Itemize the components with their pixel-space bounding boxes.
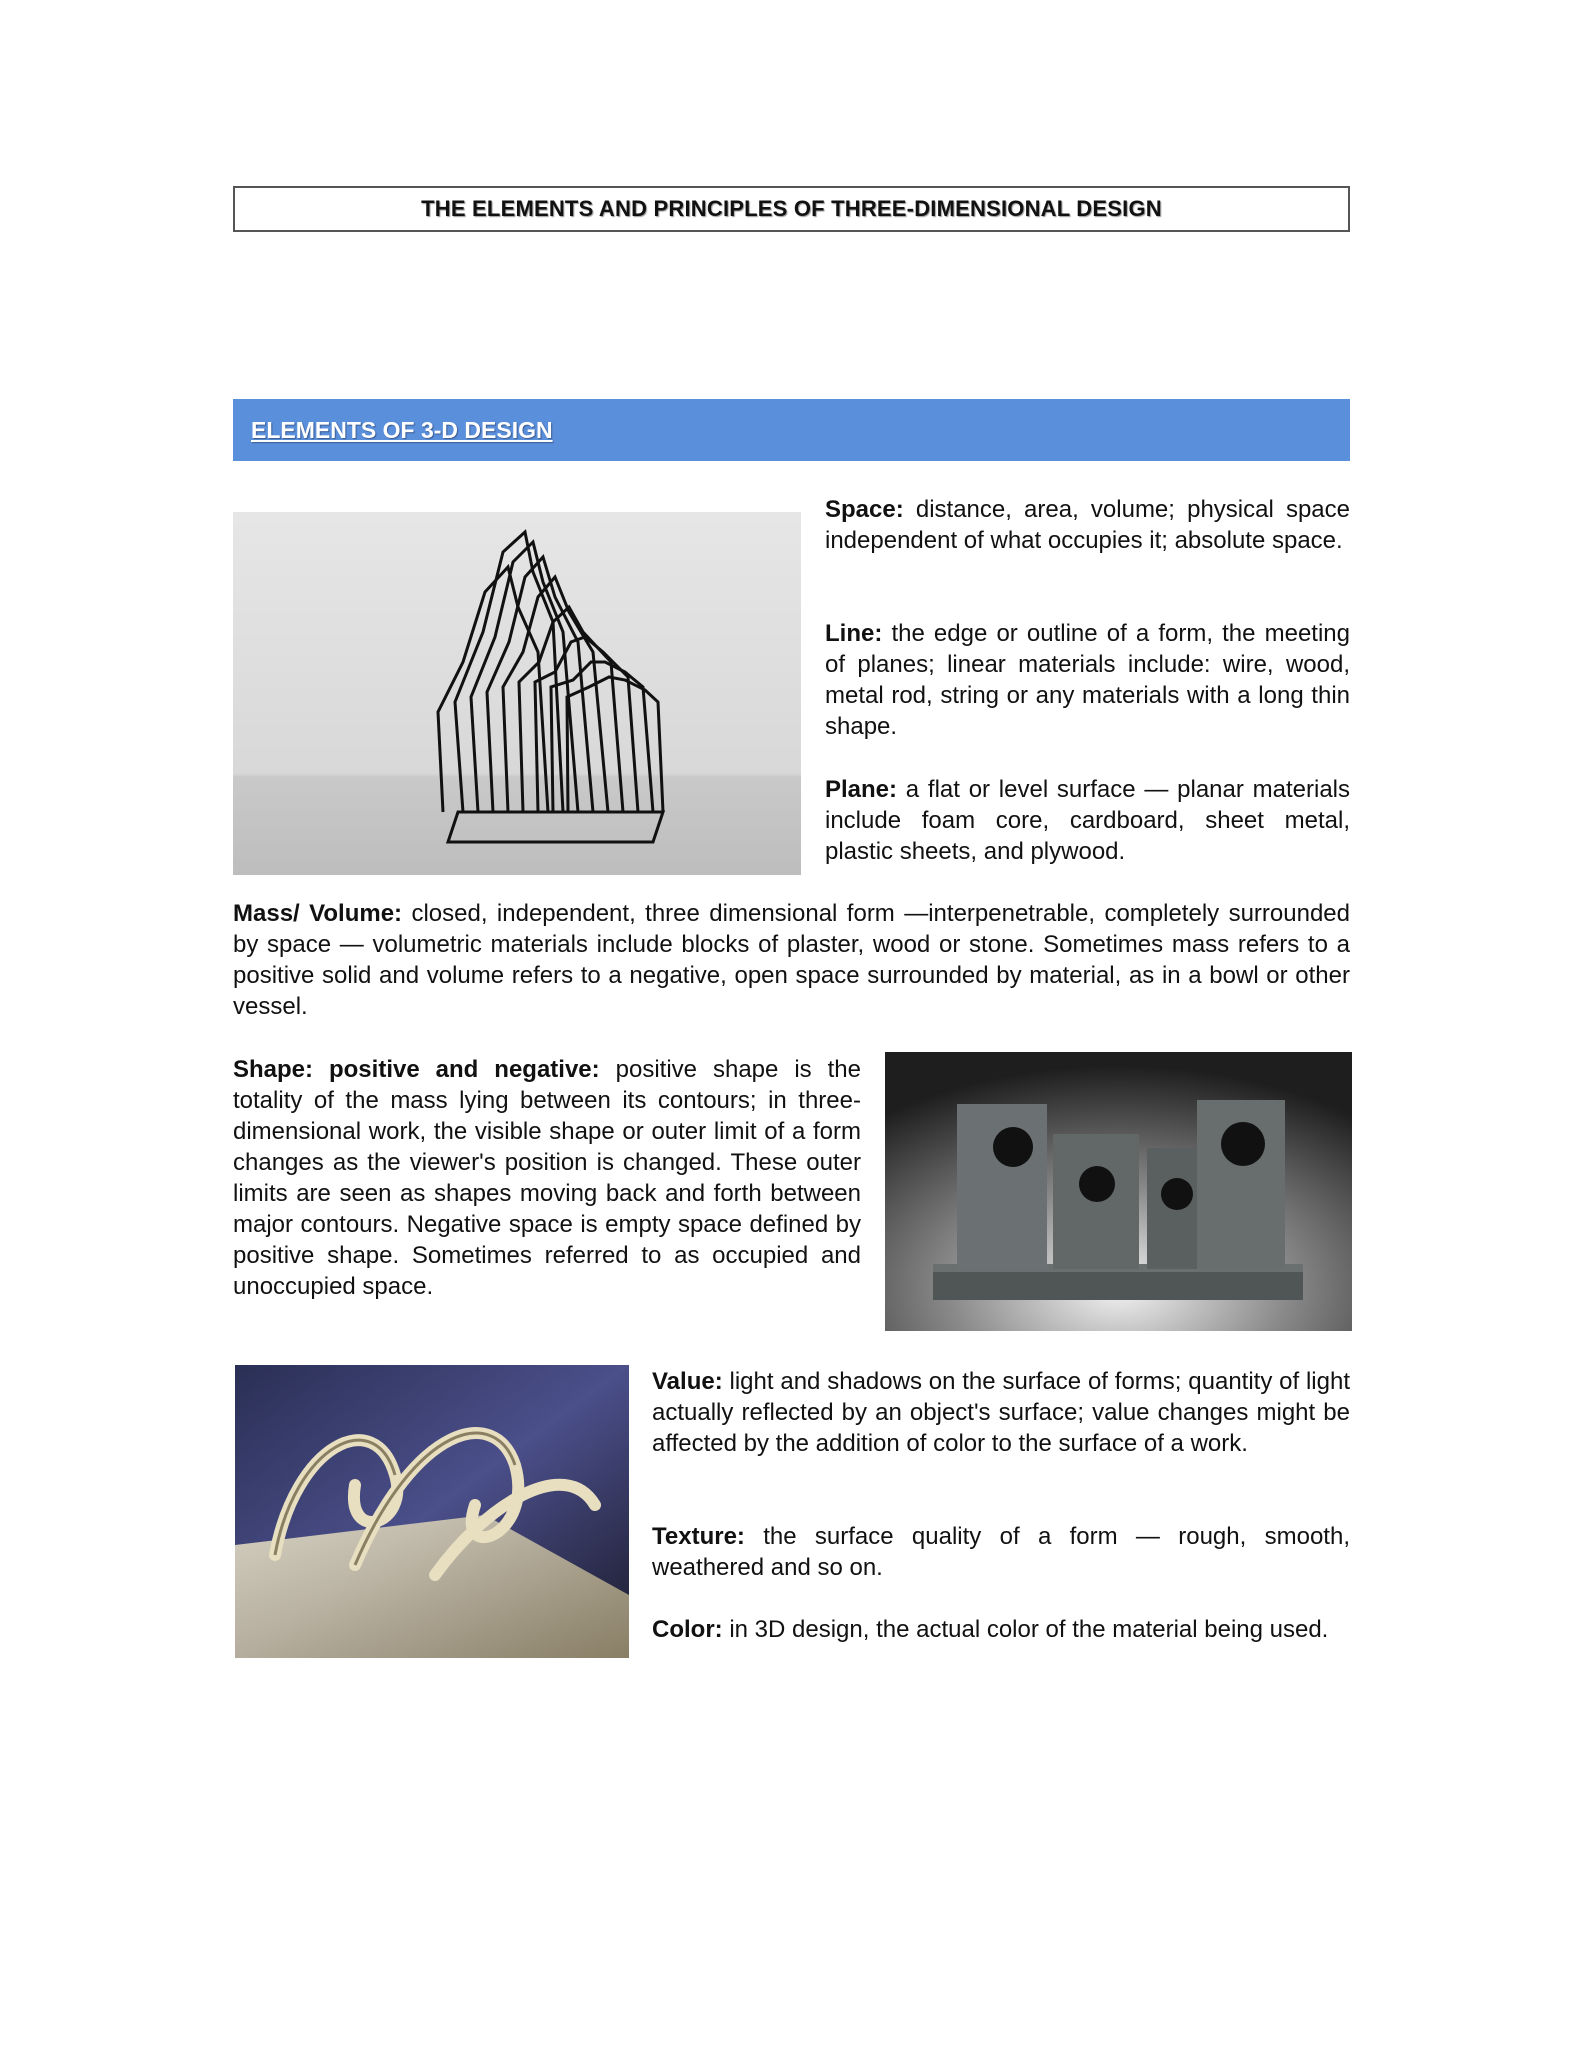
page-title: THE ELEMENTS AND PRINCIPLES OF THREE-DIMENSIONAL DESIGN bbox=[233, 186, 1350, 232]
section-heading: ELEMENTS OF 3-D DESIGN bbox=[251, 416, 553, 443]
entry-line: Line: the edge or outline of a form, the meeting of planes; linear materials include: wire, wood, metal rod, string or any materials with a long thin shape. bbox=[825, 620, 1350, 740]
term-space: Space: bbox=[825, 496, 904, 523]
entry-value: Value: light and shadows on the surface of forms; quantity of light actually reflected by an object's surface; value changes might be affected by the addition of color to the surface of a work. bbox=[652, 1368, 1350, 1457]
stone-blocks-sculpture-image bbox=[885, 1052, 1352, 1331]
term-texture: Texture: bbox=[652, 1523, 745, 1550]
term-shape: Shape: positive and negative: bbox=[233, 1056, 600, 1083]
wire-sculpture-image bbox=[233, 512, 801, 875]
term-mass-volume: Mass/ Volume: bbox=[233, 900, 403, 927]
section-heading-bar bbox=[233, 399, 1350, 461]
entry-space: Space: distance, area, volume; physical space independent of what occupies it; absolute space. bbox=[825, 496, 1350, 554]
term-line: Line: bbox=[825, 620, 883, 647]
term-value: Value: bbox=[652, 1368, 723, 1395]
term-color: Color: bbox=[652, 1616, 723, 1643]
entry-color: Color: in 3D design, the actual color of the material being used. bbox=[652, 1616, 1329, 1643]
paper-ribbon-sculpture-image bbox=[235, 1365, 629, 1658]
entry-shape: Shape: positive and negative: positive shape is the totality of the mass lying between its contours; in three-dimensional work, the visible shape or outer limit of a form changes as the viewer's position is changed. These outer limits are seen as shapes moving back and forth between major contours. Negative space is empty space defined by positive shape. Sometimes referred to as occupied and unoccupied space. bbox=[233, 1056, 861, 1300]
entry-plane: Plane: a flat or level surface — planar materials include foam core, cardboard, sheet metal, plastic sheets, and plywood. bbox=[825, 776, 1350, 865]
entry-mass-volume: Mass/ Volume: closed, independent, three dimensional form —interpenetrable, completely surrounded by space — volumetric materials include blocks of plaster, wood or stone. Sometimes mass refers to a positive solid and volume refers to a negative, open space surrounded by material, as in a bowl or other vessel. bbox=[233, 900, 1351, 1020]
term-plane: Plane: bbox=[825, 776, 898, 803]
entry-texture: Texture: the surface quality of a form — rough, smooth, weathered and so on. bbox=[652, 1523, 1350, 1581]
